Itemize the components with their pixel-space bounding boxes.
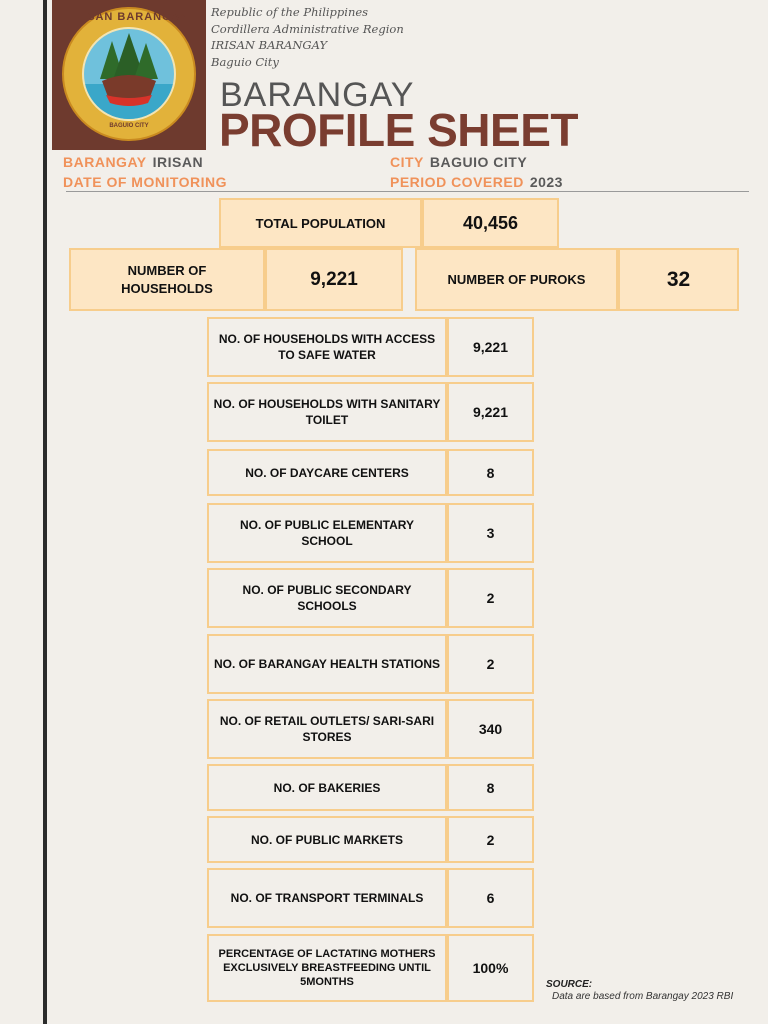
puroks-value-box [618,248,739,311]
row-retail-outlets-value: 340 [447,699,534,759]
row-health-stations-label: NO. OF BARANGAY HEALTH STATIONS [207,634,447,694]
row-transport-terminals-value: 6 [447,868,534,928]
total-population-label-box [219,198,422,248]
left-vertical-rule [43,0,47,1024]
meta-period-value: 2023 [529,174,563,190]
seal-top-text: IRISAN BARANGAY [70,11,188,23]
meta-barangay-value: IRISAN [152,154,204,170]
households-value-box [265,248,403,311]
total-population-value: 40,456 [462,212,519,233]
row-health-stations-value: 2 [447,634,534,694]
meta-period-label: PERIOD COVERED [390,174,524,190]
row-sanitary-toilet-label: NO. OF HOUSEHOLDS WITH SANITARY TOILET [207,382,447,442]
meta-barangay [63,154,203,170]
puroks-label-box [415,248,618,311]
row-elementary-value: 3 [447,503,534,563]
row-breastfeeding-value: 100% [447,934,534,1002]
row-public-markets-label: NO. OF PUBLIC MARKETS [207,816,447,863]
header-line-region: Cordillera Administrative Region [211,21,404,36]
meta-city [390,154,527,170]
source-text: Data are based from Barangay 2023 RBI [552,991,734,1002]
row-sanitary-toilet-value: 9,221 [447,382,534,442]
total-population-value-box [422,198,559,248]
total-population-label: TOTAL POPULATION [255,215,386,231]
households-value: 9,221 [310,268,358,290]
meta-period [390,174,563,190]
meta-date [63,174,233,190]
row-daycare-label: NO. OF DAYCARE CENTERS [207,449,447,496]
row-retail-outlets-label: NO. OF RETAIL OUTLETS/ SARI-SARI STORES [207,699,447,759]
row-public-markets-value: 2 [447,816,534,863]
puroks-label: NUMBER OF PUROKS [447,272,586,287]
header-lines [211,4,404,70]
pine-trees-icon [84,29,174,119]
source-label: SOURCE: [546,979,593,990]
row-safe-water-label: NO. OF HOUSEHOLDS WITH ACCESS TO SAFE WATER [207,317,447,377]
row-elementary-label: NO. OF PUBLIC ELEMENTARY SCHOOL [207,503,447,563]
meta-city-value: BAGUIO CITY [429,154,528,170]
meta-city-label: CITY [390,154,424,170]
barangay-seal-logo [62,7,196,141]
row-daycare-value: 8 [447,449,534,496]
header-line-country: Republic of the Philippines [211,5,369,19]
households-label: NUMBER OF HOUSEHOLDS [121,262,213,296]
page-title-line2: PROFILE SHEET [219,104,578,156]
row-breastfeeding-label: PERCENTAGE OF LACTATING MOTHERS EXCLUSIVELY BREASTFEEDING UNTIL 5MONTHS [207,934,447,1002]
header-line-barangay: IRISAN BARANGAY [211,38,328,52]
meta-date-label: DATE OF MONITORING [63,174,228,190]
header-line-city: Baguio City [211,54,279,69]
meta-barangay-label: BARANGAY [63,154,147,170]
logo-panel [52,0,206,150]
row-bakeries-label: NO. OF BAKERIES [207,764,447,811]
header-divider [66,191,749,192]
puroks-value: 32 [666,267,691,291]
row-secondary-label: NO. OF PUBLIC SECONDARY SCHOOLS [207,568,447,628]
households-label-box [69,248,265,311]
seal-emblem [82,27,176,121]
row-secondary-value: 2 [447,568,534,628]
row-transport-terminals-label: NO. OF TRANSPORT TERMINALS [207,868,447,928]
page-title-line1: BARANGAY [220,76,415,114]
seal-bottom-text: BAGUIO CITY [109,123,149,129]
row-safe-water-value: 9,221 [447,317,534,377]
row-bakeries-value: 8 [447,764,534,811]
